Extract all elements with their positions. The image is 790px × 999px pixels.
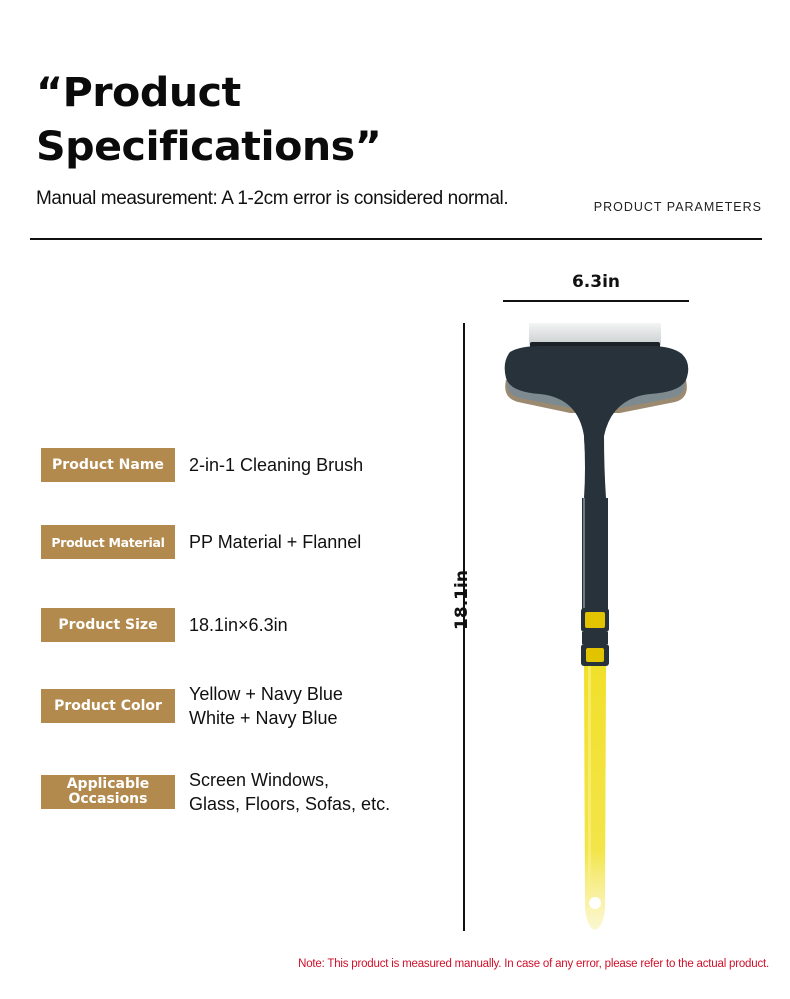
spec-label-badge: Product Name xyxy=(41,448,175,482)
spec-label-badge: Product Material xyxy=(41,525,175,559)
header-divider xyxy=(30,238,762,240)
spec-row-color xyxy=(41,682,343,730)
spec-value: Screen Windows, Glass, Floors, Sofas, etc. xyxy=(189,770,391,814)
title-line-1: “Product xyxy=(36,70,241,116)
width-dimension-label: 6.3in xyxy=(571,272,621,292)
spec-label-badge: Product Color xyxy=(41,689,175,723)
spec-row-size xyxy=(41,608,288,642)
measurement-disclaimer: Manual measurement: A 1-2cm error is considered normal. xyxy=(36,188,509,209)
spec-label-badge: Product Size xyxy=(41,608,175,642)
width-dimension-line xyxy=(503,300,689,302)
spec-value: Yellow + Navy Blue White + Navy Blue xyxy=(189,684,343,728)
spec-row-occasions xyxy=(41,768,390,816)
title-line-2: Specifications” xyxy=(36,124,382,170)
section-label: PRODUCT PARAMETERS xyxy=(593,200,762,214)
spec-label-badge: Applicable Occasions xyxy=(41,775,175,809)
height-dimension-label: 18.1in xyxy=(452,570,472,630)
spec-row-name xyxy=(41,448,363,482)
page-title xyxy=(36,66,381,174)
measurement-note: Note: This product is measured manually. In case of any error, please refer to the actual product. xyxy=(298,958,769,970)
spec-value: PP Material + Flannel xyxy=(189,532,362,552)
spec-row-material xyxy=(41,525,361,559)
cleaning-brush-image xyxy=(500,318,700,938)
spec-value: 18.1in×6.3in xyxy=(189,615,288,635)
spec-value: 2-in-1 Cleaning Brush xyxy=(189,455,364,475)
